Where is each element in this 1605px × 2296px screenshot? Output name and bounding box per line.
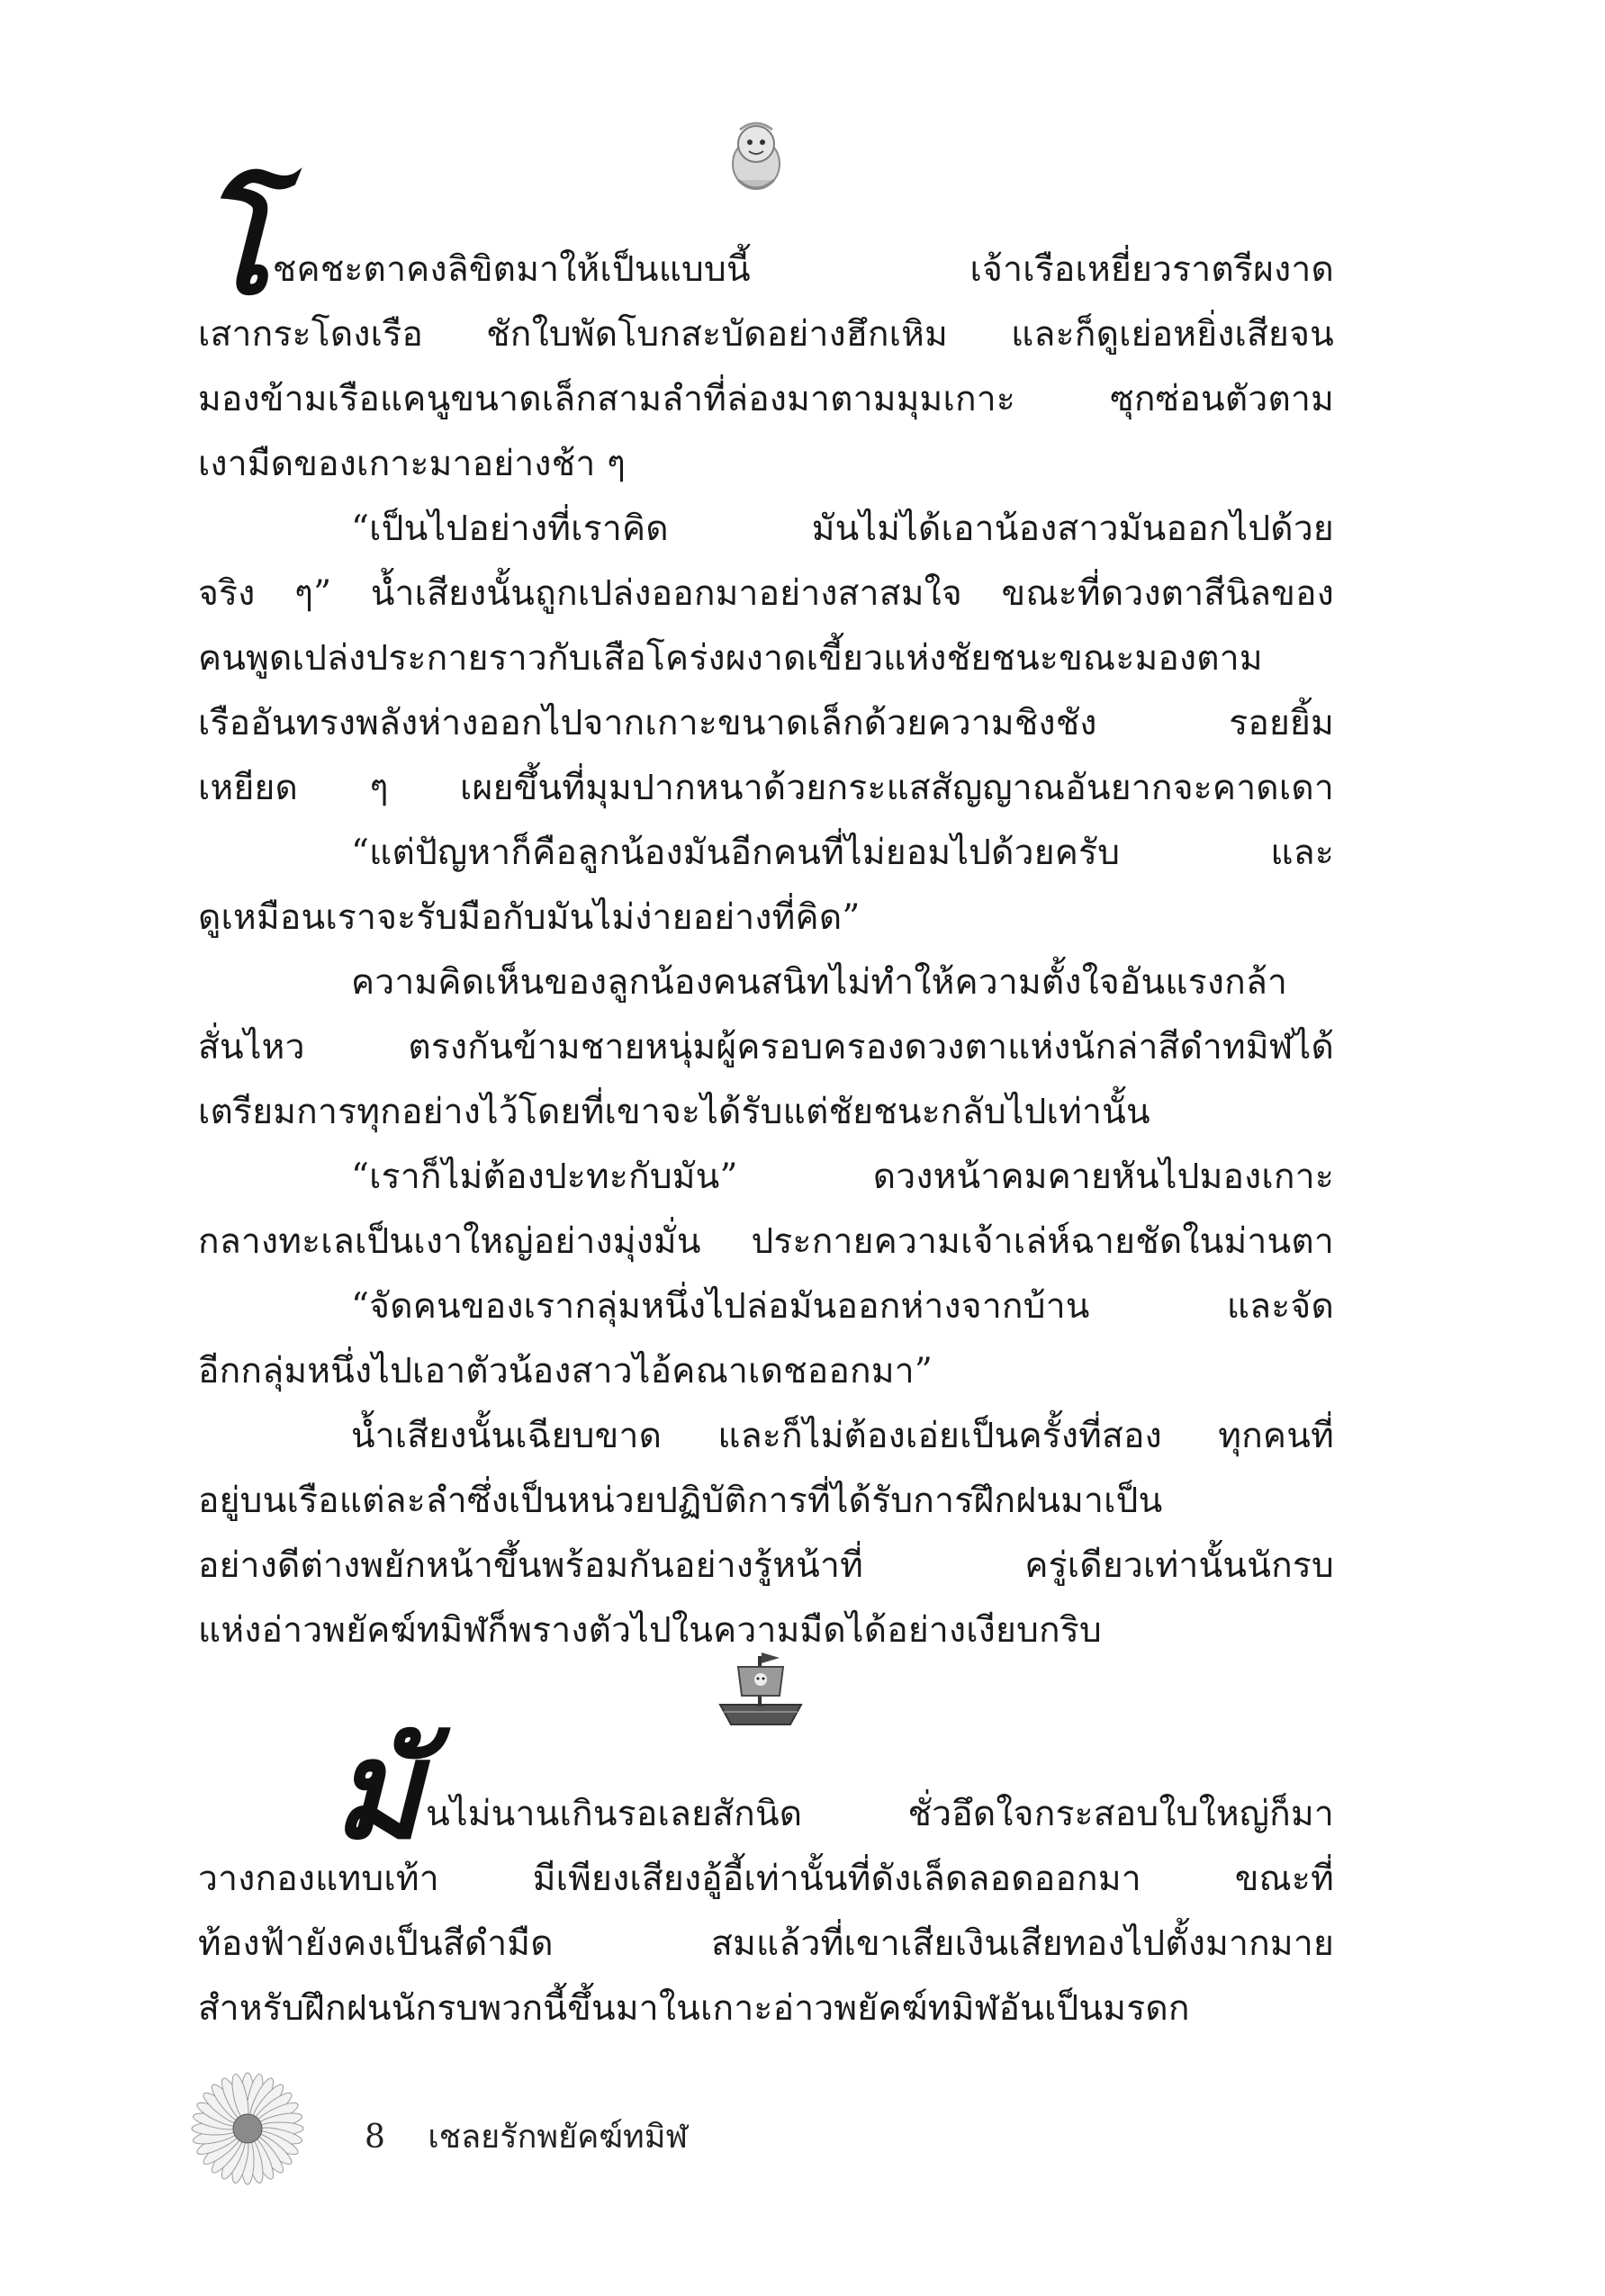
text-line: “เราก็ไม่ต้องปะทะกับมัน” ดวงหน้าคมคายหันไปมองเกาะ bbox=[351, 1157, 1334, 1197]
text-line: ดูเหมือนเราจะรับมือกับมันไม่ง่ายอย่างที่คิด” bbox=[198, 897, 861, 938]
text-line: เงามืดของเกาะมาอย่างช้า ๆ bbox=[198, 444, 627, 484]
text-line: วางกองแทบเท้า มีเพียงเสียงอู้อี้เท่านั้นที่ดังเล็ดลอดออกมา ขณะที่ bbox=[198, 1859, 1334, 1899]
text-line: มองข้ามเรือแคนูขนาดเล็กสามลำที่ล่องมาตามมุมเกาะ ซุกซ่อนตัวตาม bbox=[198, 379, 1334, 419]
text-line: จริง ๆ” น้ำเสียงนั้นถูกเปล่งออกมาอย่างสาสมใจ ขณะที่ดวงตาสีนิลของ bbox=[198, 573, 1334, 614]
text-line: “แต่ปัญหาก็คือลูกน้องมันอีกคนที่ไม่ยอมไปด้วยครับ และ bbox=[351, 833, 1334, 873]
text-line: เหยียด ๆ เผยขึ้นที่มุมปากหนาด้วยกระแสสัญญาณอันยากจะคาดเดา bbox=[198, 768, 1334, 808]
first-line-text: นไม่นานเกินรอเลยสักนิด ชั่วอึดใจกระสอบใบใหญ่ก็มา bbox=[426, 1794, 1334, 1834]
first-line bbox=[198, 1711, 1334, 1869]
paragraph-lines bbox=[198, 302, 1334, 1663]
text-line: อย่างดีต่างพยักหน้าขึ้นพร้อมกันอย่างรู้หน้าที่ ครู่เดียวเท่านั้นนักรบ bbox=[198, 1545, 1334, 1586]
drop-cap: โ bbox=[198, 167, 271, 325]
text-line: ท้องฟ้ายังคงเป็นสีดำมืด สมแล้วที่เขาเสียเงินเสียทองไปตั้งมากมาย bbox=[198, 1923, 1334, 1964]
pirate-ship-icon bbox=[711, 1649, 810, 1734]
text-line: คนพูดเปล่งประกายราวกับเสือโคร่งผงาดเขี้ยวแห่งชัยชนะขณะมองตาม bbox=[198, 638, 1263, 679]
page-footer bbox=[365, 2111, 688, 2162]
text-line: “จัดคนของเรากลุ่มหนึ่งไปล่อมันออกห่างจากบ้าน และจัด bbox=[351, 1286, 1334, 1327]
text-line: สั่นไหว ตรงกันข้ามชายหนุ่มผู้ครอบครองดวงตาแห่งนักล่าสีดำทมิฬได้ bbox=[198, 1027, 1334, 1067]
cartoon-ornament-icon bbox=[720, 117, 792, 198]
text-line: “เป็นไปอย่างที่เราคิด มันไม่ได้เอาน้องสาวมันออกไปด้วย bbox=[351, 509, 1334, 549]
text-line: เสากระโดงเรือ ชักใบพัดโบกสะบัดอย่างฮึกเหิม และก็ดูเย่อหยิ่งเสียจน bbox=[198, 314, 1334, 355]
text-line: เรืออันทรงพลังห่างออกไปจากเกาะขนาดเล็กด้วยความชิงชัง รอยยิ้ม bbox=[198, 703, 1334, 743]
first-line-text: ชคชะตาคงลิขิตมาให้เป็นแบบนี้ เจ้าเรือเหยี่ยวราตรีผงาด bbox=[272, 249, 1334, 290]
text-line: กลางทะเลเป็นเงาใหญ่อย่างมุ่งมั่น ประกายความเจ้าเล่ห์ฉายชัดในม่านตา bbox=[198, 1221, 1334, 1262]
text-section-1 bbox=[198, 167, 1334, 1663]
text-line: น้ำเสียงนั้นเฉียบขาด และก็ไม่ต้องเอ่ยเป็นครั้งที่สอง ทุกคนที่ bbox=[351, 1416, 1334, 1456]
text-line: เตรียมการทุกอย่างไว้โดยที่เขาจะได้รับแต่ชัยชนะกลับไปเท่านั้น bbox=[198, 1092, 1150, 1132]
daisy-flower-icon bbox=[189, 2070, 306, 2187]
text-line: สำหรับฝึกฝนนักรบพวกนี้ขึ้นมาในเกาะอ่าวพยัคฆ์ทมิฬอันเป็นมรดก bbox=[198, 1988, 1190, 2029]
first-line bbox=[198, 167, 1334, 325]
text-line: อยู่บนเรือแต่ละลำซึ่งเป็นหน่วยปฏิบัติการที่ได้รับการฝึกฝนมาเป็น bbox=[198, 1481, 1163, 1521]
text-line: ความคิดเห็นของลูกน้องคนสนิทไม่ทำให้ความตั้งใจอันแรงกล้า bbox=[351, 962, 1288, 1003]
drop-cap: มั bbox=[333, 1711, 423, 1869]
text-line: แห่งอ่าวพยัคฆ์ทมิฬก็พรางตัวไปในความมืดได้อย่างเงียบกริบ bbox=[198, 1610, 1102, 1651]
paragraph-lines bbox=[198, 1847, 1334, 2041]
text-section-2 bbox=[198, 1711, 1334, 2041]
text-line: อีกกลุ่มหนึ่งไปเอาตัวน้องสาวไอ้คณาเดชออกมา” bbox=[198, 1351, 933, 1391]
page-number: 8 bbox=[365, 2119, 385, 2156]
book-title: เชลยรักพยัคฆ์ทมิฬ bbox=[428, 2119, 689, 2156]
